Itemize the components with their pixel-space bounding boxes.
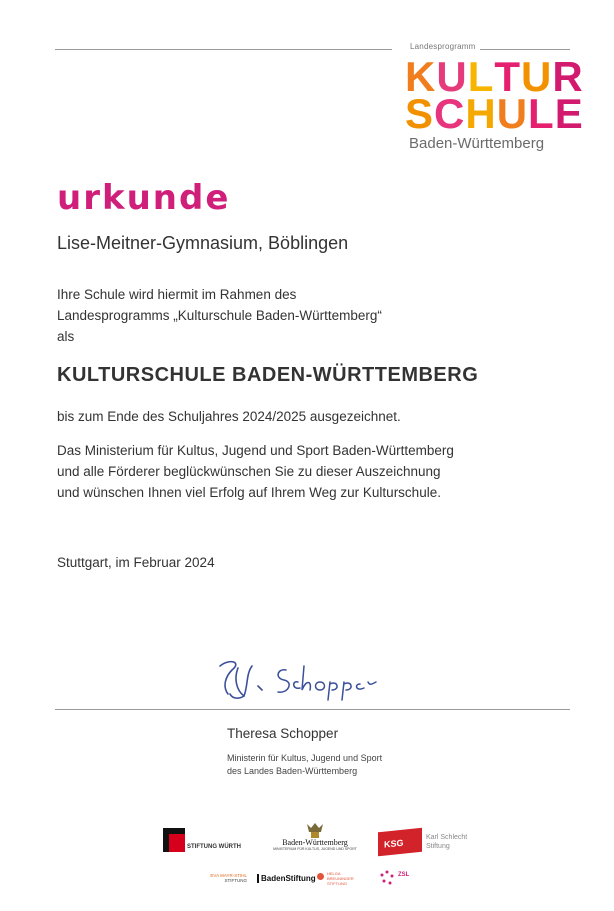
zsl-dots-icon <box>378 869 396 887</box>
award-headline: KULTURSCHULE BADEN-WÜRTTEMBERG <box>57 364 479 386</box>
schlecht-line: Stiftung <box>426 843 450 850</box>
logo-letter: L <box>467 53 495 100</box>
program-label: Landesprogramm <box>410 42 476 51</box>
logo-subtitle: Baden-Württemberg <box>409 135 545 152</box>
place-date: Stuttgart, im Februar 2024 <box>57 555 215 570</box>
logo-letter: R <box>552 53 584 100</box>
mayr-line: STIFTUNG <box>224 878 247 883</box>
logo-letter: U <box>521 53 553 100</box>
congratulation-text <box>57 440 454 503</box>
signer-name: Theresa Schopper <box>227 726 339 741</box>
top-rule-right <box>480 49 570 50</box>
logo-letter: K <box>405 53 437 100</box>
helga-line: HELGA <box>327 871 341 876</box>
top-rule-left <box>55 49 392 50</box>
wuerth-text: STIFTUNG WÜRTH <box>187 844 241 850</box>
logo-letter: C <box>434 90 466 137</box>
signature-rule <box>55 709 570 710</box>
helga-line: STIFTUNG <box>327 881 347 886</box>
zsl-logo <box>378 869 428 889</box>
intro-line: Ihre Schule wird hiermit im Rahmen des <box>57 287 297 302</box>
baden-wuerttemberg-logo <box>270 822 360 858</box>
karl-schlecht-logo <box>378 830 478 856</box>
bw-sub: MINISTERIUM FÜR KULTUS, JUGEND UND SPORT <box>273 847 357 851</box>
document-title: urkunde <box>57 178 231 218</box>
signer-title-line: Ministerin für Kultus, Jugend und Sport <box>227 753 383 763</box>
ksg-mark <box>378 828 422 857</box>
signer-title-line: des Landes Baden-Württemberg <box>227 766 358 776</box>
ksg-mark-text: KSG <box>384 837 404 850</box>
helga-mark-icon <box>317 873 324 880</box>
para-line: Das Ministerium für Kultus, Jugend und Sport Baden-Württemberg <box>57 443 454 458</box>
intro-line: Landesprogramms „Kulturschule Baden-Württemberg“ <box>57 308 382 323</box>
para-line: und alle Förderer beglückwünschen Sie zu dieser Auszeichnung <box>57 464 441 479</box>
intro-line: als <box>57 329 75 344</box>
helga-line: BREUNINGER <box>327 876 354 881</box>
zsl-text: ZSL <box>398 872 410 878</box>
para-line: und wünschen Ihnen viel Erfolg auf Ihrem Weg zur Kulturschule. <box>57 485 441 500</box>
school-name: Lise-Meitner-Gymnasium, Böblingen <box>57 233 349 253</box>
logo-letter: T <box>494 53 521 100</box>
baden-stiftung-logo: BadenStiftung <box>257 874 316 883</box>
schlecht-line: Karl Schlecht <box>426 834 468 841</box>
award-line: bis zum Ende des Schuljahres 2024/2025 ausgezeichnet. <box>57 409 401 424</box>
logo-letter: U <box>436 53 468 100</box>
logo-letter: S <box>405 90 435 137</box>
logo-letter: L <box>528 90 555 137</box>
intro-text <box>57 284 382 347</box>
handwritten-signature <box>208 656 388 704</box>
logo-letter: E <box>554 90 584 137</box>
logo-letter: U <box>496 90 529 137</box>
bw-name: Baden-Württemberg <box>282 838 348 847</box>
logo-letter: H <box>465 90 497 137</box>
eva-mayr-stihl-logo <box>195 873 247 883</box>
logo-line-schule <box>405 90 584 137</box>
stiftung-wuerth-logo <box>163 828 243 854</box>
mayr-line: EVA MAYR-STIHL <box>210 873 247 878</box>
wuerth-mark-icon <box>163 828 185 852</box>
coat-of-arms-icon <box>303 822 327 838</box>
